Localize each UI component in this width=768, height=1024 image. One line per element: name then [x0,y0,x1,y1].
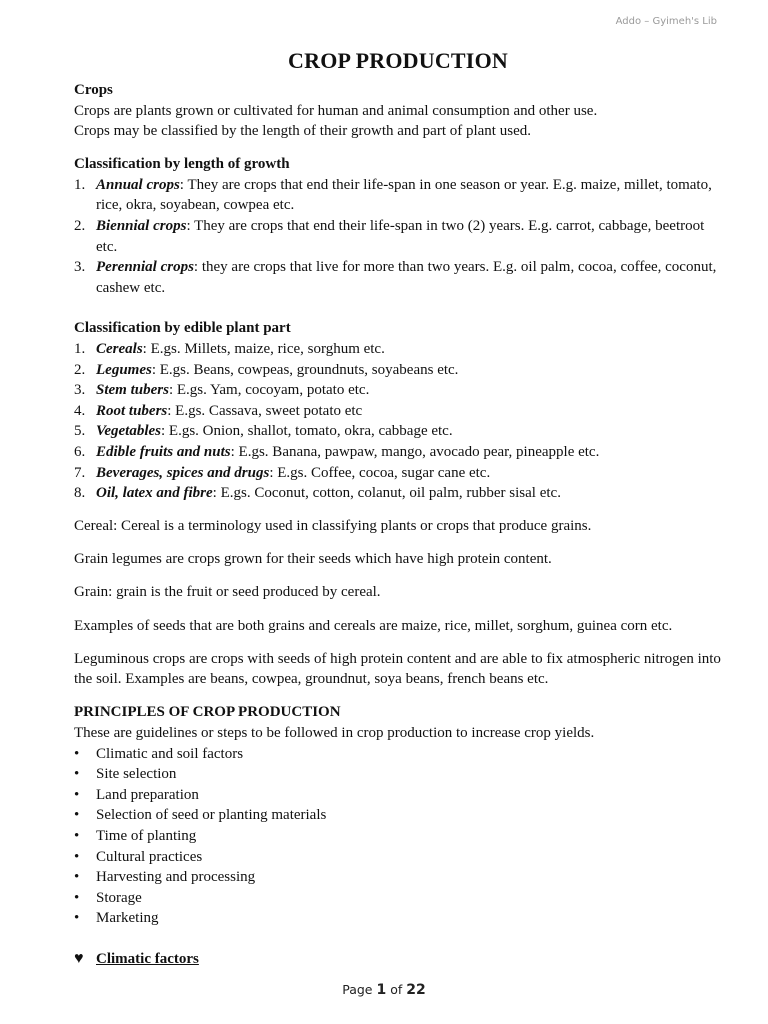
list-item [74,744,722,765]
list-number: 2. [74,218,86,235]
list-description: : E.gs. Banana, pawpaw, mango, avocado pear, pineapple etc. [230,444,600,460]
heart-icon: ♥ [74,949,84,967]
list-item [74,257,722,298]
list-description: : E.gs. Beans, cowpeas, groundnuts, soyabeans etc. [151,361,459,378]
list-item-label: Land preparation [96,786,199,803]
list-item-label: Cultural practices [96,848,203,865]
list-item-label: Storage [96,889,142,906]
bullet-icon: • [74,848,80,865]
list-number: 6. [74,444,86,460]
list-item [74,339,722,360]
list-term: Perennial crops [96,259,194,276]
total-page-count: 22 [406,982,426,998]
grain-cereal-examples: Examples of seeds that are both grains and cereals are maize, rice, millet, sorghum, guinea corn etc. [74,617,673,634]
list-description: : they are crops that live for more than two years. E.g. oil palm, cocoa, coffee, coconut, cashew etc. [96,259,717,296]
bullet-icon: • [74,910,80,927]
list-item [74,442,722,463]
length-of-growth-list [74,175,722,299]
leguminous-crops-definition: Leguminous crops are crops with seeds of high protein content and are able to fix atmospheric nitrogen into the soil. Examples are beans, cowpea, groundnut, soya beans, french beans etc. [74,650,721,688]
page-title: CROP PRODUCTION [288,48,508,73]
climatic-factors-label: Climatic factors [96,950,199,967]
list-item [74,888,722,909]
list-number: 8. [74,485,86,502]
list-number: 1. [74,176,86,193]
list-item [74,216,722,257]
list-item [74,463,722,484]
page-footer [0,982,768,998]
principles-heading: PRINCIPLES OF CROP PRODUCTION [74,704,341,721]
grain-legumes-definition: Grain legumes are crops grown for their seeds which have high protein content. [74,551,552,568]
list-description: : They are crops that end their life-span in two (2) years. E.g. carrot, cabbage, beetroot etc. [96,218,705,255]
list-term: Biennial crops [96,218,187,235]
list-item-label: Selection of seed or planting materials [96,807,327,824]
list-term: Oil, latex and fibre [96,485,213,502]
list-item [74,764,722,785]
list-term: Vegetables [96,423,161,440]
list-number: 4. [74,402,86,419]
bullet-icon: • [74,766,80,783]
list-item [74,826,722,847]
crops-definition: Crops are plants grown or cultivated for human and animal consumption and other use. [74,102,598,119]
bullet-icon: • [74,745,80,762]
document-body [74,46,722,969]
list-item-label: Marketing [96,910,159,927]
list-description: : E.gs. Coffee, cocoa, sugar cane etc. [269,464,491,481]
list-term: Legumes [96,361,152,378]
bullet-icon: • [74,889,80,906]
principles-list [74,744,722,929]
list-item [74,360,722,381]
list-term: Root tubers [96,402,168,419]
list-item [74,380,722,401]
bullet-icon: • [74,807,80,824]
page-prefix: Page [342,982,373,997]
edible-part-list [74,339,722,504]
bullet-icon: • [74,786,80,803]
list-description: : E.gs. Cassava, sweet potato etc [167,402,363,419]
list-term: Edible fruits and nuts [96,444,231,460]
list-item-label: Climatic and soil factors [96,745,244,762]
list-description: : E.gs. Coconut, cotton, colanut, oil palm, rubber sisal etc. [212,485,561,502]
list-number: 5. [74,423,86,440]
list-item [74,785,722,806]
length-of-growth-heading: Classification by length of growth [74,156,290,173]
list-term: Beverages, spices and drugs [96,464,270,481]
list-number: 1. [74,341,86,358]
list-item-label: Site selection [96,766,177,783]
bullet-icon: • [74,827,80,844]
list-term: Cereals [96,341,143,358]
list-item [74,867,722,888]
list-item [74,847,722,868]
list-item-label: Time of planting [96,827,197,844]
list-item [74,175,722,216]
list-item [74,908,722,929]
list-number: 3. [74,259,86,276]
list-item [74,805,722,826]
list-item [74,421,722,442]
list-description: : E.gs. Onion, shallot, tomato, okra, cabbage etc. [161,423,453,440]
header-note: Addo – Gyimeh's Lib [615,16,717,27]
list-item [74,483,722,504]
list-term: Stem tubers [96,382,169,399]
bullet-icon: • [74,869,80,886]
crops-classification-note: Crops may be classified by the length of their growth and part of plant used. [74,123,531,140]
climatic-factors-heading [74,949,722,970]
current-page-number: 1 [376,982,387,998]
list-description: : E.gs. Millets, maize, rice, sorghum etc. [142,341,385,358]
edible-part-heading: Classification by edible plant part [74,320,291,337]
grain-definition: Grain: grain is the fruit or seed produced by cereal. [74,584,381,601]
list-item [74,401,722,422]
list-term: Annual crops [96,176,180,193]
principles-intro: These are guidelines or steps to be followed in crop production to increase crop yields. [74,724,595,741]
crops-heading: Crops [74,82,113,98]
cereal-definition: Cereal: Cereal is a terminology used in classifying plants or crops that produce grains. [74,518,592,535]
page-of: of [390,982,403,997]
list-description: : E.gs. Yam, cocoyam, potato etc. [168,382,370,399]
list-number: 2. [74,361,86,378]
list-description: : They are crops that end their life-span in one season or year. E.g. maize, millet, tomato, rice, okra, soyabean, cowpea etc. [96,176,712,214]
list-number: 7. [74,464,86,481]
list-item-label: Harvesting and processing [96,869,256,886]
list-number: 3. [74,382,86,399]
